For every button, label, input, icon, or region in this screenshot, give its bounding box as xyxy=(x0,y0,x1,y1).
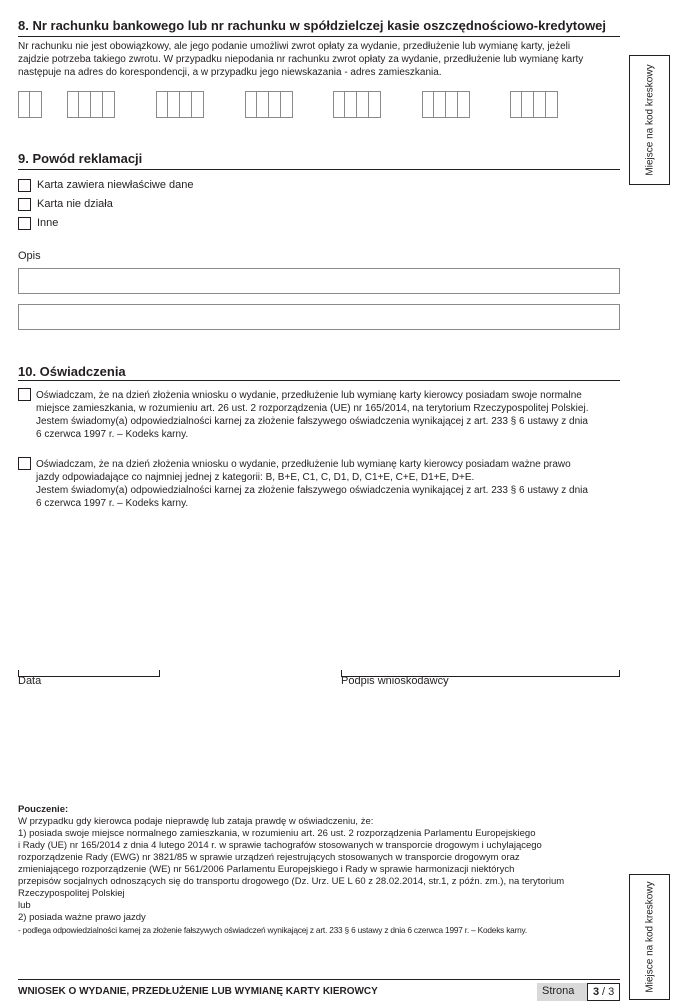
section-8-rule xyxy=(18,36,620,37)
declaration-2-checkbox[interactable] xyxy=(18,457,31,470)
barcode-box-top xyxy=(629,55,670,185)
reason-checkbox-wrong-data[interactable] xyxy=(18,179,31,192)
barcode-box-bottom xyxy=(629,874,670,1000)
opis-label: Opis xyxy=(18,250,41,262)
account-group-6[interactable] xyxy=(422,91,470,118)
declaration-line: Oświadczam, że na dzień złożenia wniosku o wydanie, przedłużenie lub wymianę karty kierowcy posiadam swoje normalne xyxy=(36,390,582,401)
opis-field-2[interactable] xyxy=(18,304,620,330)
notice-line: i Rady (UE) nr 165/2014 z dnia 4 lutego 2014 r. w sprawie tachografów stosowanych w transporcie drogowym i uchylającego xyxy=(18,840,542,851)
notice-line: zmieniającego rozporządzenie (WE) nr 561/2006 Parlamentu Europejskiego i Rady w sprawie harmonizacji niektórych xyxy=(18,864,515,875)
declaration-line: Oświadczam, że na dzień złożenia wniosku o wydanie, przedłużenie lub wymianę karty kierowcy posiadam ważne prawo xyxy=(36,459,571,470)
declaration-1-checkbox[interactable] xyxy=(18,388,31,401)
reason-checkbox-other[interactable] xyxy=(18,217,31,230)
declaration-2-text xyxy=(36,458,626,510)
section-9-title: 9. Powód reklamacji xyxy=(18,151,143,166)
signature-label: Podpis wnioskodawcy xyxy=(341,675,449,687)
declaration-line: 6 czerwca 1997 r. – Kodeks karny. xyxy=(36,498,189,509)
declaration-line: 6 czerwca 1997 r. – Kodeks karny. xyxy=(36,429,189,440)
section-9-rule xyxy=(18,169,620,170)
notice-line: przepisów socjalnych odnoszących się do transportu drogowego (Dz. Urz. UE L 60 z 28.02.2014, str.1, z późn. zm.), na terytorium xyxy=(18,876,565,887)
section-8-line: Nr rachunku nie jest obowiązkowy, ale jego podanie umożliwi zwrot opłaty za wydanie, przedłużenie lub wymianę karty, jeżeli xyxy=(18,41,571,52)
account-group-5[interactable] xyxy=(333,91,381,118)
account-group-7[interactable] xyxy=(510,91,558,118)
declaration-line: miejsce zamieszkania, w rozumieniu art. 26 ust. 2 rozporządzenia (UE) nr 165/2014, na terytorium Rzeczypospolitej Polskiej. xyxy=(36,403,589,414)
reason-label: Karta nie działa xyxy=(37,198,113,210)
footer-rule xyxy=(18,979,620,980)
declaration-line: Jestem świadomy(a) odpowiedzialności karnej za złożenie fałszywego oświadczenia wynikającej z art. 233 § 6 ustawy z dnia xyxy=(36,416,588,427)
section-8-title: 8. Nr rachunku bankowego lub nr rachunku w spółdzielczej kasie oszczędnościowo-kredytowej xyxy=(18,18,607,33)
declaration-line: jazdy odpowiadające co najmniej jednej z kategorii: B, B+E, C1, C, D1, D, C1+E, C+E, D1+E, D+E. xyxy=(36,472,475,483)
section-8-line: następuje na adres do korespondencji, a w przypadku jego niewskazania - adres zamieszkania. xyxy=(18,67,442,78)
section-8-line: zajdzie potrzeba takiego zwrotu. W przypadku niepodania nr rachunku zwrot opłaty za wydanie, przedłużenie lub wymianę karty xyxy=(18,54,584,65)
notice-line: - podlega odpowiedzialności karnej za złożenie fałszywych oświadczeń wynikającej z art. 233 § 6 ustawy z dnia 6 czerwca 1997 r. – Kodeks karny. xyxy=(18,925,527,935)
footer-form-title: WNIOSEK O WYDANIE, PRZEDŁUŻENIE LUB WYMIANĘ KARTY KIEROWCY xyxy=(18,986,378,997)
account-group-2[interactable] xyxy=(67,91,115,118)
page-number-box xyxy=(587,983,620,1001)
opis-field-1[interactable] xyxy=(18,268,620,294)
reason-label: Inne xyxy=(37,217,59,229)
page-current: 3 xyxy=(593,986,600,998)
notice-line: rozporządzenie Rady (EWG) nr 3821/85 w sprawie urządzeń rejestrujących stosowanych w transporcie drogowym oraz xyxy=(18,852,520,863)
account-group-4[interactable] xyxy=(245,91,293,118)
section-10-title: 10. Oświadczenia xyxy=(18,364,126,379)
barcode-label: Miejsce na kod kreskowy xyxy=(644,64,655,176)
account-group-3[interactable] xyxy=(156,91,204,118)
section-8-description xyxy=(18,40,628,79)
reason-label: Karta zawiera niewłaściwe dane xyxy=(37,179,194,191)
page-label: Strona xyxy=(542,985,575,997)
date-label: Data xyxy=(18,675,42,687)
notice-line: lub xyxy=(18,900,31,911)
declaration-1-text xyxy=(36,389,626,441)
notice-line: Rzeczypospolitej Polskiej xyxy=(18,888,125,899)
notice-block xyxy=(18,804,628,936)
account-group-1[interactable] xyxy=(18,91,42,118)
notice-line: 1) posiada swoje miejsce normalnego zamieszkania, w rozumieniu art. 26 ust. 2 rozporządzenia Parlamentu Europejskiego xyxy=(18,828,536,839)
section-10-rule xyxy=(18,380,620,381)
notice-line: W przypadku gdy kierowca podaje nieprawdę lub zataja prawdę w oświadczeniu, że: xyxy=(18,816,374,827)
declaration-line: Jestem świadomy(a) odpowiedzialności karnej za złożenie fałszywego oświadczenia wynikającej z art. 233 § 6 ustawy z dnia xyxy=(36,485,588,496)
reason-checkbox-not-working[interactable] xyxy=(18,198,31,211)
barcode-label: Miejsce na kod kreskowy xyxy=(644,881,655,993)
page-total: / 3 xyxy=(602,986,615,998)
notice-heading: Pouczenie: xyxy=(18,804,69,815)
page-indicator xyxy=(537,983,620,1001)
notice-line: 2) posiada ważne prawo jazdy xyxy=(18,912,146,923)
